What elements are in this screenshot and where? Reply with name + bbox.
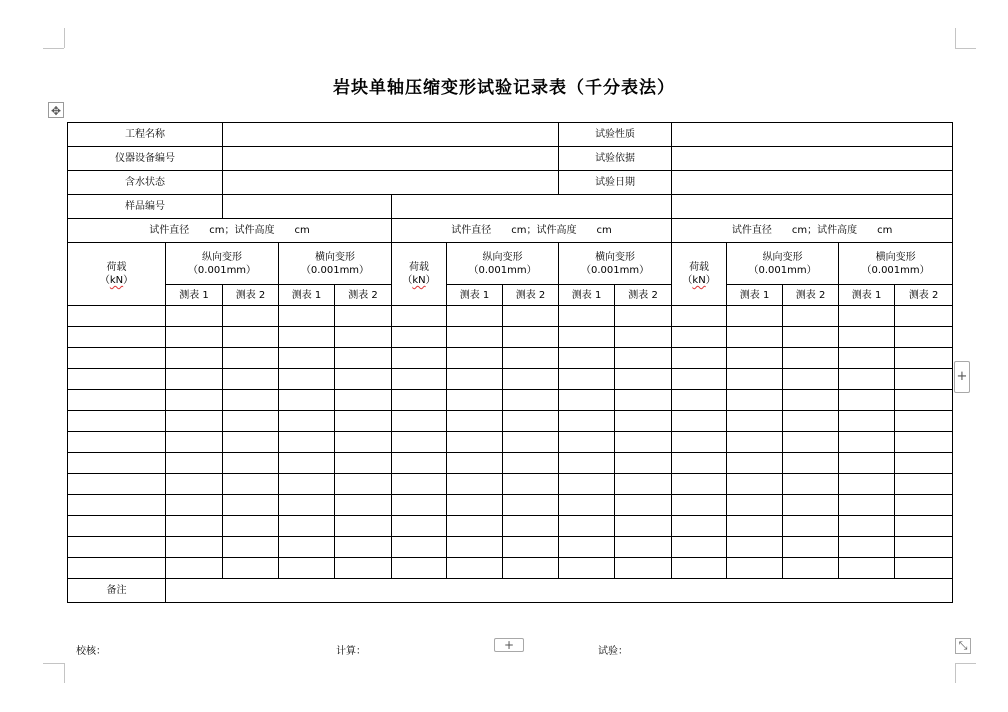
data-cell[interactable] <box>279 495 335 516</box>
table-row <box>68 369 953 390</box>
page-title: 岩块单轴压缩变形试验记录表（千分表法） <box>333 78 675 98</box>
data-cell[interactable] <box>335 537 392 558</box>
data-cell[interactable] <box>672 432 727 453</box>
test-basis-label: 试验依据 <box>559 147 672 171</box>
data-cell[interactable] <box>335 327 392 348</box>
project-name-label: 工程名称 <box>68 123 223 147</box>
crop-mark-bottom-right <box>955 663 976 664</box>
test-basis-field[interactable] <box>672 147 953 171</box>
sample-no-label: 样品编号 <box>68 195 223 219</box>
data-cell[interactable] <box>279 558 335 579</box>
data-cell[interactable] <box>559 558 615 579</box>
data-cell[interactable] <box>223 432 279 453</box>
data-cell[interactable] <box>279 348 335 369</box>
longitudinal-label: 纵向变形 <box>202 251 242 263</box>
data-cell[interactable] <box>895 558 953 579</box>
gauge-1-header: 测表 1 <box>727 285 783 306</box>
data-cell[interactable] <box>447 432 503 453</box>
data-cell[interactable] <box>839 474 895 495</box>
longitudinal-header-2 <box>447 243 559 285</box>
data-cell[interactable] <box>392 495 447 516</box>
data-cell[interactable] <box>223 516 279 537</box>
test-date-label: 试验日期 <box>559 171 672 195</box>
data-cell[interactable] <box>895 390 953 411</box>
data-cell[interactable] <box>783 306 839 327</box>
load-unit: kN <box>692 275 706 286</box>
data-cell[interactable] <box>68 411 166 432</box>
load-unit: kN <box>109 275 124 286</box>
table-row <box>68 453 953 474</box>
data-cell[interactable] <box>68 474 166 495</box>
data-rows <box>68 306 953 579</box>
data-cell[interactable] <box>783 390 839 411</box>
instrument-no-field[interactable] <box>223 147 559 171</box>
data-cell[interactable] <box>839 432 895 453</box>
data-cell[interactable] <box>166 453 223 474</box>
data-cell[interactable] <box>615 516 672 537</box>
data-cell[interactable] <box>672 516 727 537</box>
data-cell[interactable] <box>839 348 895 369</box>
gauge-2-header: 测表 2 <box>783 285 839 306</box>
data-cell[interactable] <box>895 453 953 474</box>
load-label: 荷载 <box>409 262 429 273</box>
data-cell[interactable] <box>783 369 839 390</box>
data-cell[interactable] <box>559 390 615 411</box>
data-cell[interactable] <box>839 411 895 432</box>
data-cell[interactable] <box>279 327 335 348</box>
water-state-field[interactable] <box>223 171 559 195</box>
data-cell[interactable] <box>783 453 839 474</box>
data-cell[interactable] <box>615 558 672 579</box>
gauge-2-header: 测表 2 <box>503 285 559 306</box>
data-cell[interactable] <box>503 537 559 558</box>
data-cell[interactable] <box>392 474 447 495</box>
data-cell[interactable] <box>392 369 447 390</box>
data-cell[interactable] <box>447 306 503 327</box>
data-cell[interactable] <box>335 495 392 516</box>
data-cell[interactable] <box>392 516 447 537</box>
gauge-2-header: 测表 2 <box>335 285 392 306</box>
data-cell[interactable] <box>727 558 783 579</box>
longitudinal-label: 纵向变形 <box>482 251 523 263</box>
data-cell[interactable] <box>392 558 447 579</box>
data-cell[interactable] <box>559 411 615 432</box>
data-cell[interactable] <box>672 474 727 495</box>
load-label: 荷载 <box>689 262 710 273</box>
data-cell[interactable] <box>839 453 895 474</box>
data-cell[interactable] <box>895 432 953 453</box>
data-cell[interactable] <box>727 516 783 537</box>
data-cell[interactable] <box>727 537 783 558</box>
remarks-label: 备注 <box>68 579 166 603</box>
data-cell[interactable] <box>447 390 503 411</box>
data-cell[interactable] <box>392 432 447 453</box>
transverse-header-3 <box>839 243 953 285</box>
data-cell[interactable] <box>166 348 223 369</box>
data-cell[interactable] <box>895 516 953 537</box>
table-row <box>68 474 953 495</box>
data-cell[interactable] <box>166 432 223 453</box>
data-cell[interactable] <box>503 390 559 411</box>
data-cell[interactable] <box>895 369 953 390</box>
data-cell[interactable] <box>279 432 335 453</box>
data-cell[interactable] <box>895 327 953 348</box>
data-cell[interactable] <box>783 474 839 495</box>
instrument-no-label: 仪器设备编号 <box>68 147 223 171</box>
data-cell[interactable] <box>727 348 783 369</box>
data-cell[interactable] <box>615 411 672 432</box>
data-cell[interactable] <box>223 537 279 558</box>
data-cell[interactable] <box>503 327 559 348</box>
data-cell[interactable] <box>615 495 672 516</box>
data-cell[interactable] <box>727 327 783 348</box>
load-unit-row: （kN） <box>682 275 716 286</box>
longitudinal-header-1 <box>166 243 279 285</box>
calculator-label: 计算： <box>336 646 366 657</box>
data-cell[interactable] <box>447 327 503 348</box>
sample-no-field-2[interactable] <box>392 195 672 219</box>
data-cell[interactable] <box>559 537 615 558</box>
data-cell[interactable] <box>895 411 953 432</box>
data-cell[interactable] <box>392 306 447 327</box>
data-cell[interactable] <box>279 411 335 432</box>
data-cell[interactable] <box>672 306 727 327</box>
crop-mark-top-right <box>955 28 956 48</box>
gauge-2-header: 测表 2 <box>223 285 279 306</box>
data-cell[interactable] <box>503 474 559 495</box>
data-cell[interactable] <box>335 516 392 537</box>
deform-unit: （0.001mm） <box>187 264 257 276</box>
data-cell[interactable] <box>895 495 953 516</box>
data-cell[interactable] <box>68 453 166 474</box>
gauge-1-header: 测表 1 <box>447 285 503 306</box>
data-cell[interactable] <box>559 516 615 537</box>
test-nature-field[interactable] <box>672 123 953 147</box>
table-row <box>68 432 953 453</box>
test-date-field[interactable] <box>672 171 953 195</box>
data-cell[interactable] <box>68 369 166 390</box>
data-cell[interactable] <box>727 390 783 411</box>
transverse-header-1 <box>279 243 392 285</box>
data-cell[interactable] <box>503 495 559 516</box>
data-cell[interactable] <box>783 348 839 369</box>
data-cell[interactable] <box>559 432 615 453</box>
data-cell[interactable] <box>672 411 727 432</box>
specimen-dimensions-1[interactable]: 试件直径 cm；试件高度 cm <box>68 219 392 243</box>
data-cell[interactable] <box>68 516 166 537</box>
data-cell[interactable] <box>672 453 727 474</box>
data-cell[interactable] <box>166 537 223 558</box>
transverse-label: 横向变形 <box>875 251 916 263</box>
table-row <box>68 390 953 411</box>
data-cell[interactable] <box>839 537 895 558</box>
data-cell[interactable] <box>672 327 727 348</box>
gauge-1-header: 测表 1 <box>279 285 335 306</box>
data-cell[interactable] <box>335 453 392 474</box>
data-cell[interactable] <box>672 537 727 558</box>
data-cell[interactable] <box>68 390 166 411</box>
data-cell[interactable] <box>727 369 783 390</box>
crop-mark-bottom-left <box>64 663 65 683</box>
sample-no-field-3[interactable] <box>672 195 953 219</box>
checker-label: 校核： <box>76 646 106 657</box>
data-cell[interactable] <box>615 327 672 348</box>
data-cell[interactable] <box>279 390 335 411</box>
load-header-1 <box>68 243 166 306</box>
data-cell[interactable] <box>503 516 559 537</box>
specimen-dimensions-2[interactable]: 试件直径 cm；试件高度 cm <box>392 219 672 243</box>
data-cell[interactable] <box>68 327 166 348</box>
data-cell[interactable] <box>559 453 615 474</box>
data-cell[interactable] <box>839 369 895 390</box>
data-cell[interactable] <box>503 348 559 369</box>
data-cell[interactable] <box>672 495 727 516</box>
transverse-label: 横向变形 <box>315 251 355 263</box>
data-cell[interactable] <box>615 453 672 474</box>
deform-unit: （0.001mm） <box>300 264 370 276</box>
data-cell[interactable] <box>895 348 953 369</box>
deform-unit: （0.001mm） <box>581 264 650 276</box>
data-cell[interactable] <box>559 369 615 390</box>
gauge-1-header: 测表 1 <box>166 285 223 306</box>
data-cell[interactable] <box>392 453 447 474</box>
load-unit-row: （kN） <box>99 275 134 286</box>
crop-mark-top-left <box>43 48 64 49</box>
data-cell[interactable] <box>727 411 783 432</box>
data-cell[interactable] <box>392 390 447 411</box>
data-cell[interactable] <box>68 432 166 453</box>
data-cell[interactable] <box>447 558 503 579</box>
data-cell[interactable] <box>392 411 447 432</box>
load-unit: kN <box>412 275 426 286</box>
data-cell[interactable] <box>559 495 615 516</box>
data-cell[interactable] <box>68 348 166 369</box>
data-cell[interactable] <box>672 558 727 579</box>
data-cell[interactable] <box>447 474 503 495</box>
data-cell[interactable] <box>839 390 895 411</box>
tester-label: 试验： <box>598 646 628 657</box>
data-cell[interactable] <box>166 516 223 537</box>
data-cell[interactable] <box>335 558 392 579</box>
specimen-dimensions-3[interactable]: 试件直径 cm；试件高度 cm <box>672 219 953 243</box>
test-nature-label: 试验性质 <box>559 123 672 147</box>
data-cell[interactable] <box>223 306 279 327</box>
data-cell[interactable] <box>839 516 895 537</box>
add-column-button[interactable]: + <box>954 361 970 393</box>
table-row <box>68 537 953 558</box>
crop-mark-top-left <box>64 28 65 48</box>
data-cell[interactable] <box>615 390 672 411</box>
load-header-2 <box>392 243 447 306</box>
longitudinal-header-3 <box>727 243 839 285</box>
data-cell[interactable] <box>447 369 503 390</box>
gauge-2-header: 测表 2 <box>895 285 953 306</box>
data-cell[interactable] <box>615 474 672 495</box>
data-cell[interactable] <box>223 558 279 579</box>
data-cell[interactable] <box>223 348 279 369</box>
data-cell[interactable] <box>672 369 727 390</box>
sample-no-field-1[interactable] <box>223 195 392 219</box>
table-row <box>68 348 953 369</box>
add-row-button[interactable]: + <box>494 638 524 652</box>
data-cell[interactable] <box>615 369 672 390</box>
data-cell[interactable] <box>503 306 559 327</box>
data-cell[interactable] <box>783 516 839 537</box>
data-cell[interactable] <box>839 327 895 348</box>
table-row <box>68 516 953 537</box>
data-cell[interactable] <box>335 348 392 369</box>
data-cell[interactable] <box>335 369 392 390</box>
data-cell[interactable] <box>392 327 447 348</box>
data-cell[interactable] <box>727 474 783 495</box>
data-cell[interactable] <box>672 390 727 411</box>
data-cell[interactable] <box>727 432 783 453</box>
data-cell[interactable] <box>335 432 392 453</box>
data-cell[interactable] <box>279 369 335 390</box>
data-cell[interactable] <box>68 306 166 327</box>
crop-mark-bottom-left <box>43 663 64 664</box>
crop-mark-bottom-right <box>955 663 956 683</box>
data-cell[interactable] <box>447 453 503 474</box>
data-cell[interactable] <box>279 516 335 537</box>
data-cell[interactable] <box>895 537 953 558</box>
data-cell[interactable] <box>447 537 503 558</box>
data-cell[interactable] <box>223 453 279 474</box>
data-cell[interactable] <box>166 474 223 495</box>
table-row <box>68 558 953 579</box>
data-cell[interactable] <box>68 495 166 516</box>
data-cell[interactable] <box>166 411 223 432</box>
table-row <box>68 411 953 432</box>
data-cell[interactable] <box>559 327 615 348</box>
data-cell[interactable] <box>503 453 559 474</box>
data-cell[interactable] <box>166 306 223 327</box>
data-cell[interactable] <box>503 558 559 579</box>
data-cell[interactable] <box>335 390 392 411</box>
data-cell[interactable] <box>895 306 953 327</box>
data-cell[interactable] <box>392 348 447 369</box>
data-cell[interactable] <box>727 495 783 516</box>
data-cell[interactable] <box>783 432 839 453</box>
data-cell[interactable] <box>223 390 279 411</box>
table-row <box>68 306 953 327</box>
data-cell[interactable] <box>68 537 166 558</box>
data-cell[interactable] <box>166 558 223 579</box>
data-cell[interactable] <box>223 327 279 348</box>
data-cell[interactable] <box>223 474 279 495</box>
data-cell[interactable] <box>727 306 783 327</box>
load-header-3 <box>672 243 727 306</box>
deform-unit: （0.001mm） <box>748 264 817 276</box>
data-cell[interactable] <box>166 369 223 390</box>
deform-unit: （0.001mm） <box>468 264 537 276</box>
data-cell[interactable] <box>559 306 615 327</box>
data-cell[interactable] <box>68 558 166 579</box>
data-cell[interactable] <box>447 516 503 537</box>
data-cell[interactable] <box>615 432 672 453</box>
data-cell[interactable] <box>447 411 503 432</box>
transverse-header-2 <box>559 243 672 285</box>
data-cell[interactable] <box>503 432 559 453</box>
data-cell[interactable] <box>392 537 447 558</box>
data-cell[interactable] <box>839 306 895 327</box>
table-move-handle-icon[interactable]: ✥ <box>48 102 64 118</box>
data-cell[interactable] <box>783 495 839 516</box>
data-cell[interactable] <box>783 327 839 348</box>
data-cell[interactable] <box>223 495 279 516</box>
data-cell[interactable] <box>503 411 559 432</box>
record-table <box>67 122 953 603</box>
data-cell[interactable] <box>559 348 615 369</box>
data-cell[interactable] <box>279 537 335 558</box>
data-cell[interactable] <box>672 348 727 369</box>
data-cell[interactable] <box>335 474 392 495</box>
data-cell[interactable] <box>895 474 953 495</box>
data-cell[interactable] <box>335 411 392 432</box>
deform-unit: （0.001mm） <box>861 264 930 276</box>
load-label: 荷载 <box>106 262 127 273</box>
data-cell[interactable] <box>615 348 672 369</box>
load-unit-row: （kN） <box>402 275 436 286</box>
project-name-field[interactable] <box>223 123 559 147</box>
data-cell[interactable] <box>727 453 783 474</box>
crop-mark-top-right <box>955 48 976 49</box>
data-cell[interactable] <box>447 348 503 369</box>
data-cell[interactable] <box>335 306 392 327</box>
data-cell[interactable] <box>166 495 223 516</box>
data-cell[interactable] <box>166 390 223 411</box>
transverse-label: 横向变形 <box>595 251 636 263</box>
data-cell[interactable] <box>839 558 895 579</box>
data-cell[interactable] <box>615 537 672 558</box>
gauge-2-header: 测表 2 <box>615 285 672 306</box>
data-cell[interactable] <box>223 369 279 390</box>
table-resize-icon[interactable]: ⤡ <box>955 638 971 654</box>
table-row <box>68 327 953 348</box>
water-state-label: 含水状态 <box>68 171 223 195</box>
gauge-1-header: 测表 1 <box>839 285 895 306</box>
longitudinal-label: 纵向变形 <box>762 251 803 263</box>
data-cell[interactable] <box>503 369 559 390</box>
data-cell[interactable] <box>783 411 839 432</box>
remarks-field[interactable] <box>166 579 953 603</box>
data-cell[interactable] <box>166 327 223 348</box>
gauge-1-header: 测表 1 <box>559 285 615 306</box>
data-cell[interactable] <box>279 453 335 474</box>
data-cell[interactable] <box>279 306 335 327</box>
table-row <box>68 495 953 516</box>
data-cell[interactable] <box>447 495 503 516</box>
data-cell[interactable] <box>783 558 839 579</box>
data-cell[interactable] <box>559 474 615 495</box>
data-cell[interactable] <box>279 474 335 495</box>
data-cell[interactable] <box>839 495 895 516</box>
data-cell[interactable] <box>783 537 839 558</box>
data-cell[interactable] <box>615 306 672 327</box>
data-cell[interactable] <box>223 411 279 432</box>
